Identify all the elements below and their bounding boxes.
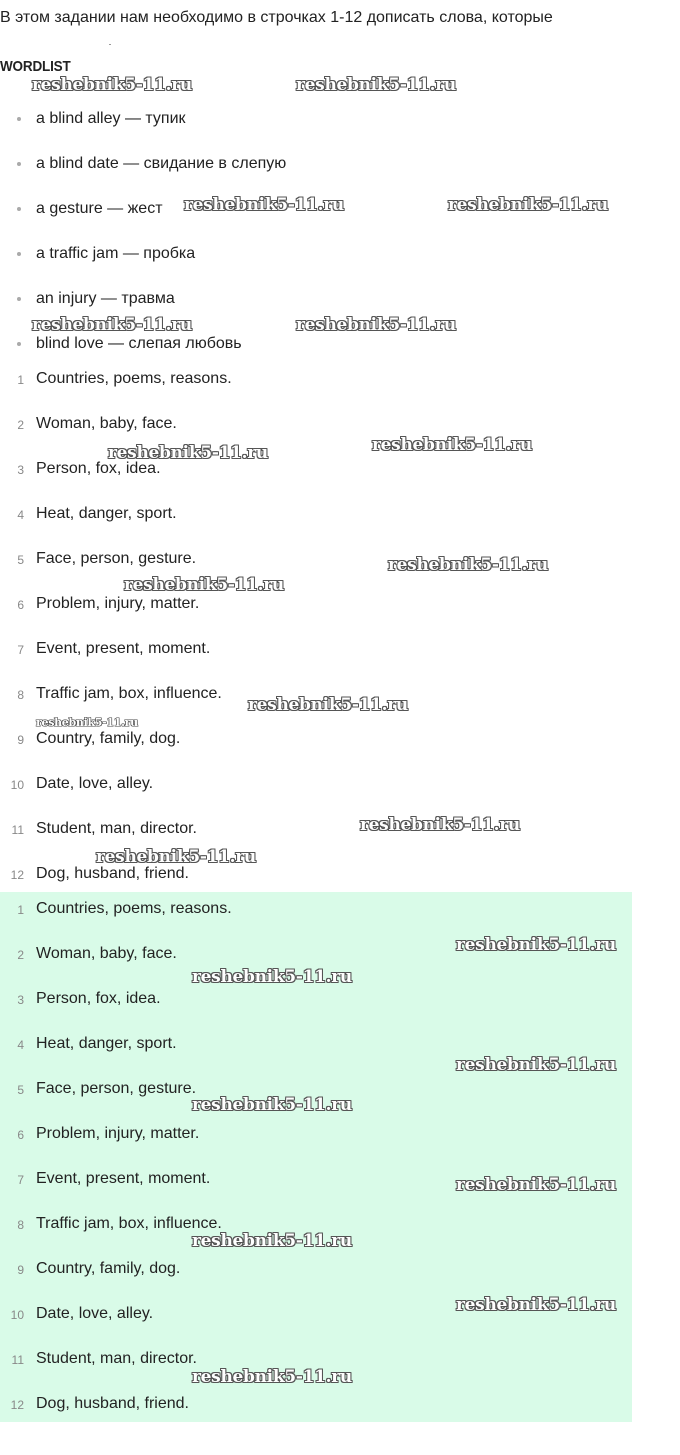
watermark-text: reshebnik5-11.ru	[372, 435, 532, 455]
line-number: 7	[17, 1173, 24, 1187]
line-text: Person, fox, idea.	[36, 990, 161, 1007]
watermark-text: reshebnik5-11.ru	[456, 935, 616, 955]
line-text: Countries, poems, reasons.	[36, 370, 232, 387]
line-number: 10	[10, 1308, 24, 1322]
line-text: Face, person, gesture.	[36, 1080, 197, 1097]
line-number: 5	[17, 1083, 24, 1097]
line-text: Woman, baby, face.	[36, 945, 177, 962]
watermark-text: reshebnik5-11.ru	[184, 195, 344, 215]
watermark-text: reshebnik5-11.ru	[32, 315, 192, 335]
watermark-text: reshebnik5-11.ru	[36, 716, 138, 729]
wordlist-heading: WORDLIST	[0, 58, 71, 75]
line-text: Woman, baby, face.	[36, 415, 177, 432]
watermark-text: reshebnik5-11.ru	[388, 555, 548, 575]
line-text: Date, love, alley.	[36, 1305, 154, 1322]
intro-text: В этом задании нам необходимо в строчках 1-12 дописать слова, которые	[0, 9, 553, 26]
line-number: 12	[10, 868, 24, 882]
line-number: 2	[17, 948, 24, 962]
line-text: Heat, danger, sport.	[36, 1035, 177, 1052]
line-text: Student, man, director.	[36, 1350, 197, 1367]
line-text: Traffic jam, box, influence.	[36, 1215, 222, 1232]
wordlist-item-text: blind love — слепая любовь	[36, 335, 242, 352]
line-text: Date, love, alley.	[36, 775, 154, 792]
wordlist-item-text: an injury — травма	[36, 290, 175, 307]
line-number: 1	[17, 903, 24, 917]
bullet-icon	[17, 117, 21, 121]
line-text: Event, present, moment.	[36, 1170, 211, 1187]
line-text: Event, present, moment.	[36, 640, 211, 657]
line-number: 8	[17, 688, 24, 702]
wordlist-item-text: a traffic jam — пробка	[36, 245, 196, 262]
line-text: Countries, poems, reasons.	[36, 900, 232, 917]
line-number: 11	[11, 1353, 24, 1367]
watermark-text: reshebnik5-11.ru	[296, 315, 456, 335]
watermark-text: reshebnik5-11.ru	[124, 575, 284, 595]
line-text: Student, man, director.	[36, 820, 197, 837]
watermark-text: reshebnik5-11.ru	[96, 847, 256, 867]
watermark-text: reshebnik5-11.ru	[192, 1231, 352, 1251]
line-text: Problem, injury, matter.	[36, 1125, 200, 1142]
line-number: 12	[10, 1398, 24, 1412]
bullet-icon	[17, 207, 21, 211]
line-number: 1	[17, 373, 24, 387]
watermark-text: reshebnik5-11.ru	[108, 443, 268, 463]
bullet-icon	[17, 162, 21, 166]
line-number: 3	[17, 463, 24, 477]
line-number: 5	[17, 553, 24, 567]
line-number: 6	[17, 1128, 24, 1142]
line-text: Dog, husband, friend.	[36, 865, 189, 882]
wordlist-item-text: a blind date — свидание в слепую	[36, 155, 287, 172]
watermark-text: reshebnik5-11.ru	[192, 1367, 352, 1387]
watermark-text: reshebnik5-11.ru	[448, 195, 608, 215]
line-text: Person, fox, idea.	[36, 460, 161, 477]
wordlist-item-text: a gesture — жест	[36, 200, 163, 217]
watermark-text: reshebnik5-11.ru	[360, 815, 520, 835]
line-number: 7	[17, 643, 24, 657]
bullet-icon	[17, 297, 21, 301]
line-number: 3	[17, 993, 24, 1007]
watermark-text: reshebnik5-11.ru	[248, 695, 408, 715]
line-number: 9	[17, 733, 24, 747]
line-number: 4	[17, 508, 24, 522]
watermark-text: reshebnik5-11.ru	[456, 1175, 616, 1195]
line-text: Traffic jam, box, influence.	[36, 685, 222, 702]
watermark-text: reshebnik5-11.ru	[192, 967, 352, 987]
line-text: Face, person, gesture.	[36, 550, 197, 567]
line-text: Country, family, dog.	[36, 730, 181, 747]
watermark-text: reshebnik5-11.ru	[192, 1095, 352, 1115]
line-number: 9	[17, 1263, 24, 1277]
line-number: 2	[17, 418, 24, 432]
watermark-text: reshebnik5-11.ru	[456, 1295, 616, 1315]
line-number: 10	[10, 778, 24, 792]
wordlist-item-text: a blind alley — тупик	[36, 110, 186, 127]
watermark-text: reshebnik5-11.ru	[296, 75, 456, 95]
watermark-text: reshebnik5-11.ru	[456, 1055, 616, 1075]
bullet-icon	[17, 252, 21, 256]
line-text: Heat, danger, sport.	[36, 505, 177, 522]
line-number: 8	[17, 1218, 24, 1232]
line-text: Dog, husband, friend.	[36, 1395, 189, 1412]
line-text: Problem, injury, matter.	[36, 595, 200, 612]
line-number: 6	[17, 598, 24, 612]
divider-mark	[109, 44, 111, 45]
line-number: 11	[11, 823, 24, 837]
line-number: 4	[17, 1038, 24, 1052]
bullet-icon	[17, 342, 21, 346]
line-text: Country, family, dog.	[36, 1260, 181, 1277]
watermark-text: reshebnik5-11.ru	[32, 75, 192, 95]
